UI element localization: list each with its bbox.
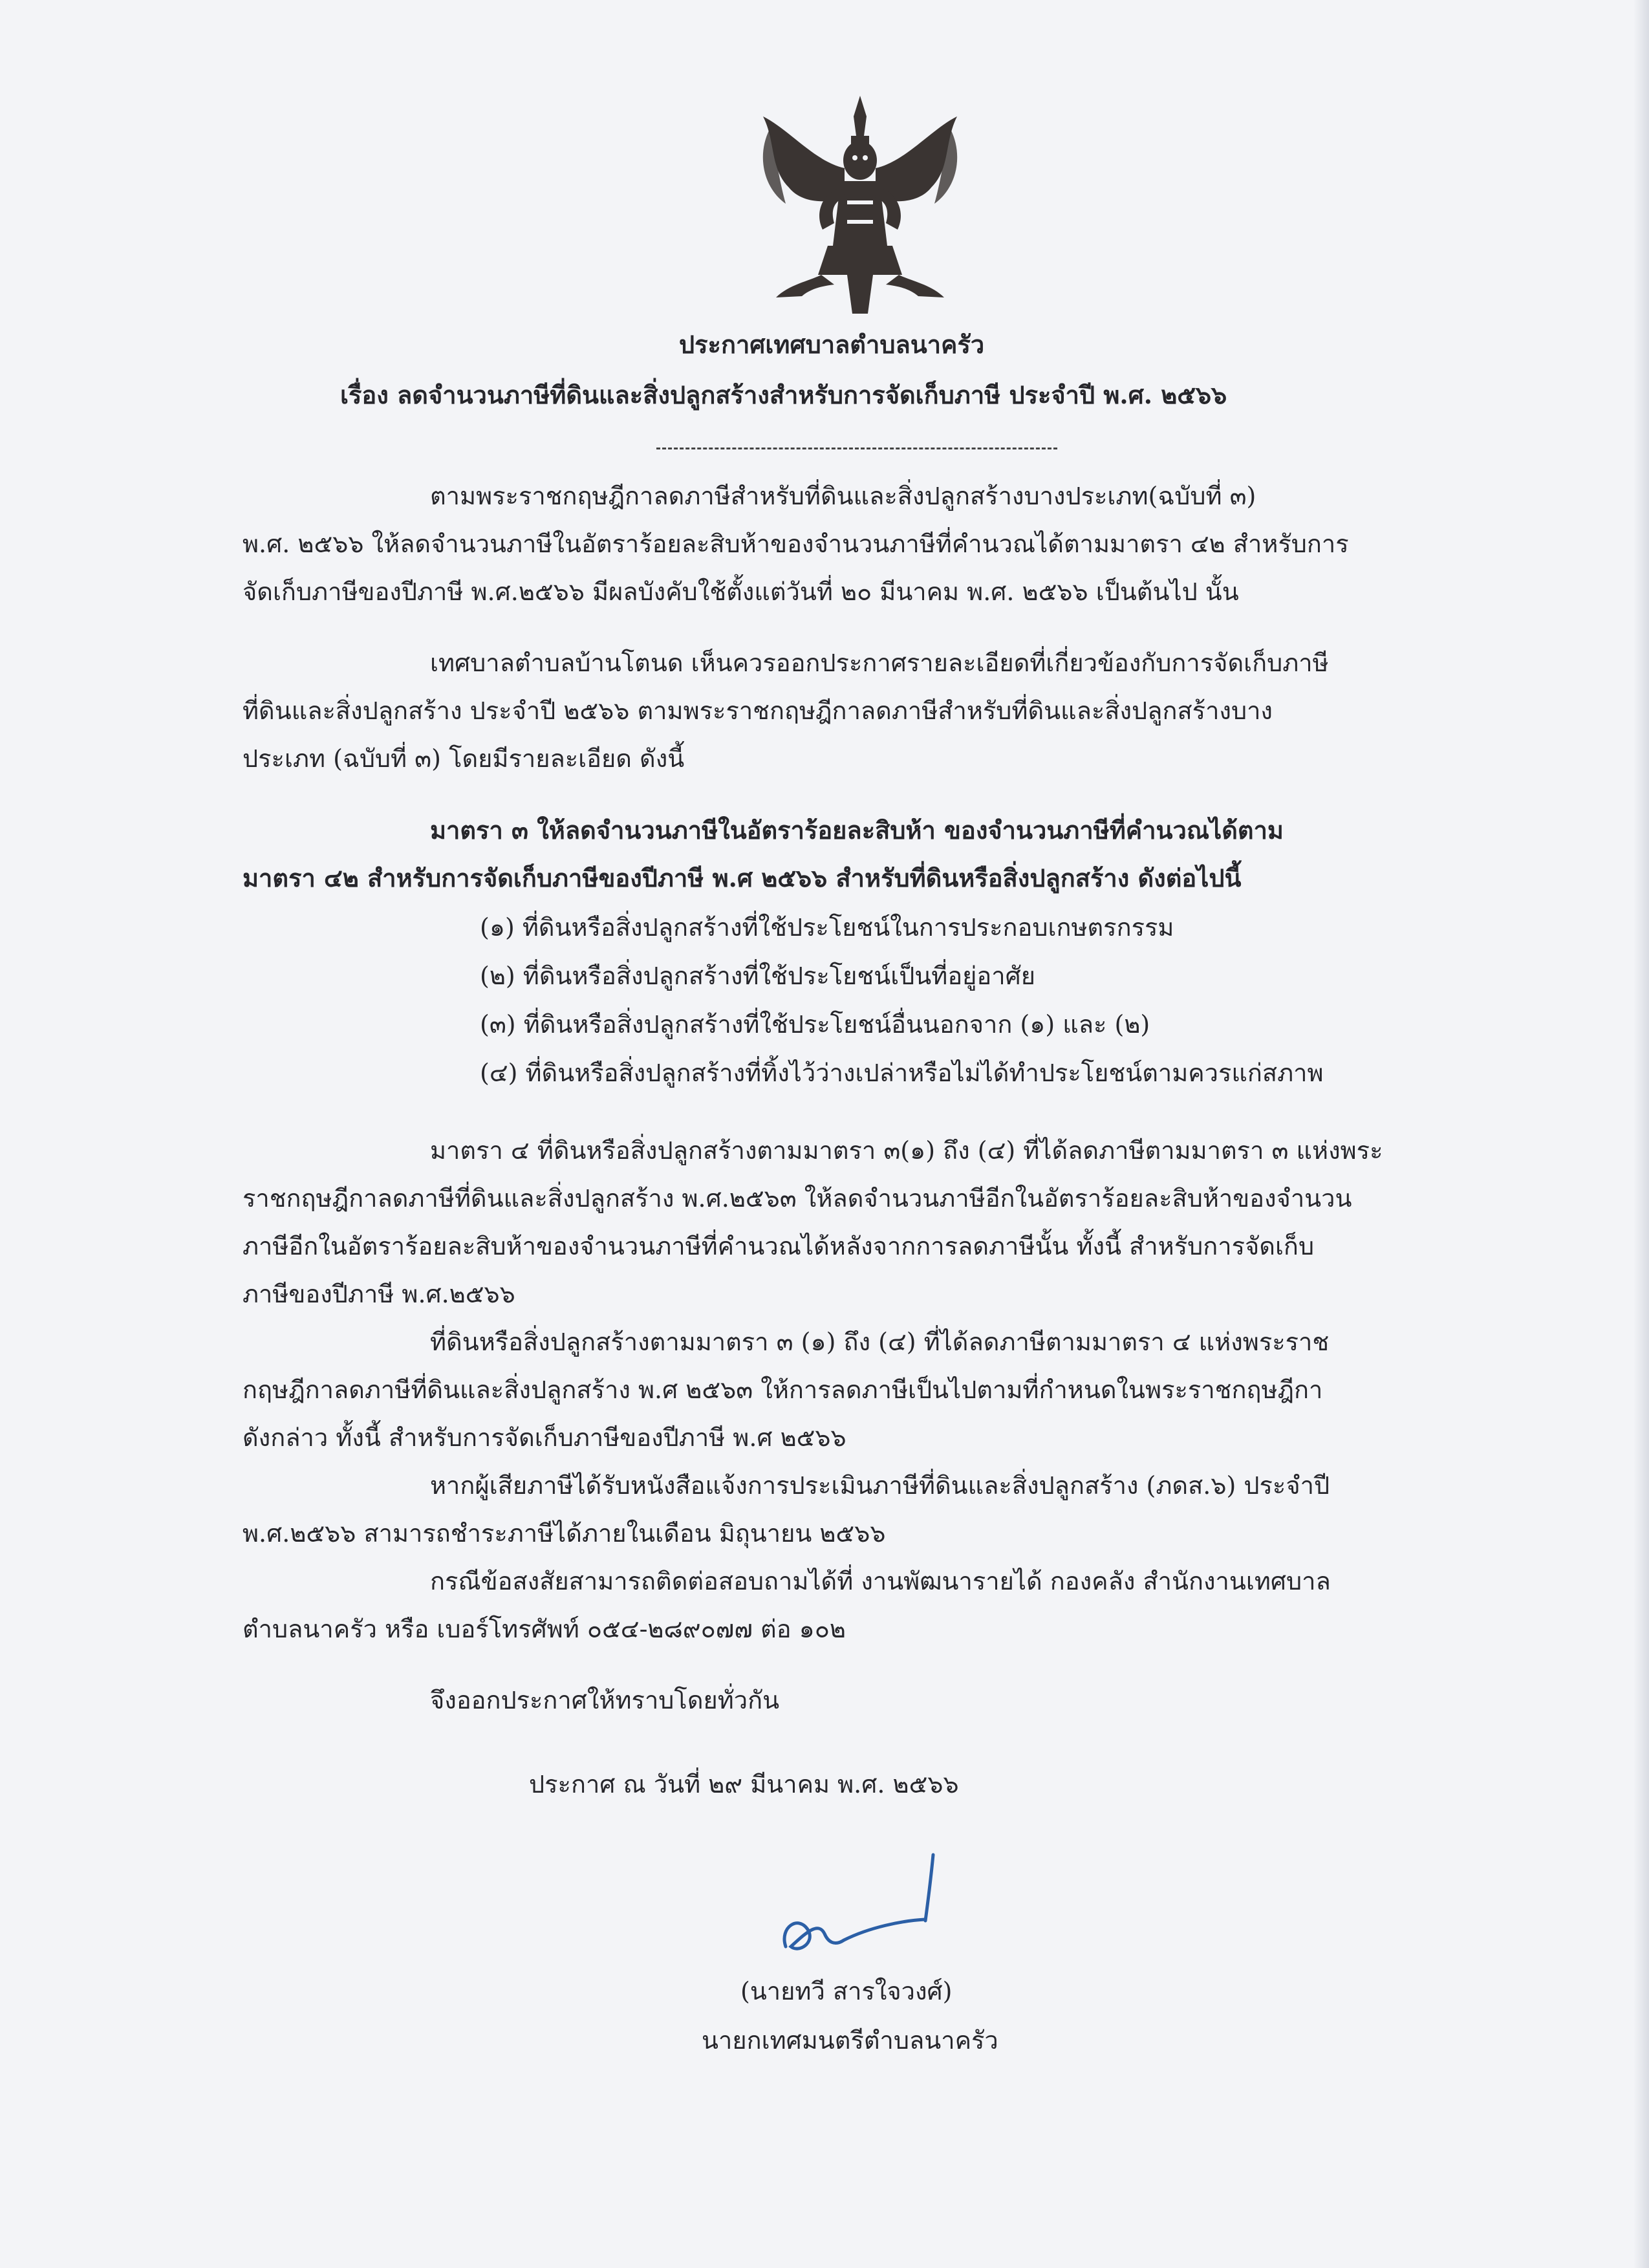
contact-line-1: กรณีข้อสงสัยสามารถติดต่อสอบถามได้ที่ งานพัฒนารายได้ กองคลัง สำนักงานเทศบาล — [430, 1567, 1331, 1595]
paragraph-1-line-3: จัดเก็บภาษีของปีภาษี พ.ศ.๒๕๖๖ มีผลบังคับใช้ตั้งแต่วันที่ ๒๐ มีนาคม พ.ศ. ๒๕๖๖ เป็นต้นไป นั้น — [242, 578, 1239, 606]
section-4-line-2: ราชกฤษฎีกาลดภาษีที่ดินและสิ่งปลูกสร้าง พ.ศ.๒๕๖๓ ให้ลดจำนวนภาษีอีกในอัตราร้อยละสิบห้าของจำนวน — [242, 1184, 1352, 1213]
paragraph-2-line-2: ที่ดินและสิ่งปลูกสร้าง ประจำปี ๒๕๖๖ ตามพระราชกฤษฎีกาลดภาษีสำหรับที่ดินและสิ่งปลูกสร้างบาง — [242, 697, 1273, 725]
page-edge — [1633, 0, 1649, 2268]
list-item-1: (๑) ที่ดินหรือสิ่งปลูกสร้างที่ใช้ประโยชน์ในการประกอบเกษตรกรรม — [480, 913, 1174, 942]
paragraph-1-line-1: ตามพระราชกฤษฎีกาลดภาษีสำหรับที่ดินและสิ่งปลูกสร้างบางประเภท(ฉบับที่ ๓) — [430, 482, 1256, 510]
paragraph-5-line-3: ดังกล่าว ทั้งนี้ สำหรับการจัดเก็บภาษีของปีภาษี พ.ศ ๒๕๖๖ — [242, 1423, 846, 1452]
paragraph-2-line-3: ประเภท (ฉบับที่ ๓) โดยมีรายละเอียด ดังนี้ — [242, 744, 685, 773]
section-4-line-4: ภาษีของปีภาษี พ.ศ.๒๕๖๖ — [242, 1280, 515, 1308]
paragraph-6-line-1: หากผู้เสียภาษีได้รับหนังสือแจ้งการประเมินภาษีที่ดินและสิ่งปลูกสร้าง (ภดส.๖) ประจำปี — [430, 1471, 1330, 1500]
signatory-position: นายกเทศมนตรีตำบลนาครัว — [702, 2026, 998, 2055]
section-4-line-3: ภาษีอีกในอัตราร้อยละสิบห้าของจำนวนภาษีที่คำนวณได้หลังจากการลดภาษีนั้น ทั้งนี้ สำหรับการจัดเก็บ — [242, 1232, 1315, 1260]
contact-line-2: ตำบลนาครัว หรือ เบอร์โทรศัพท์ ๐๕๔-๒๘๙๐๗๗ ต่อ ๑๐๒ — [242, 1615, 846, 1643]
paragraph-5-line-2: กฤษฎีกาลดภาษีที่ดินและสิ่งปลูกสร้าง พ.ศ ๒๕๖๓ ให้การลดภาษีเป็นไปตามที่กำหนดในพระราชกฤษฎีกา — [242, 1376, 1323, 1404]
section-3-line-2: มาตรา ๔๒ สำหรับการจัดเก็บภาษีของปีภาษี พ.ศ ๒๕๖๖ สำหรับที่ดินหรือสิ่งปลูกสร้าง ดังต่อไปนี้ — [242, 863, 1242, 892]
document-subject: เรื่อง ลดจำนวนภาษีที่ดินและสิ่งปลูกสร้างสำหรับการจัดเก็บภาษี ประจำปี พ.ศ. ๒๕๖๖ — [340, 380, 1227, 409]
announcement-date: ประกาศ ณ วันที่ ๒๙ มีนาคม พ.ศ. ๒๕๖๖ — [529, 1770, 959, 1798]
handwritten-signature — [773, 1850, 954, 1972]
signatory-name: (นายทวี สารใจวงศ์) — [740, 1977, 953, 2005]
list-item-4: (๔) ที่ดินหรือสิ่งปลูกสร้างที่ทิ้งไว้ว่างเปล่าหรือไม่ได้ทำประโยชน์ตามควรแก่สภาพ — [480, 1059, 1324, 1087]
list-item-2: (๒) ที่ดินหรือสิ่งปลูกสร้างที่ใช้ประโยชน์เป็นที่อยู่อาศัย — [480, 962, 1035, 990]
paragraph-5-line-1: ที่ดินหรือสิ่งปลูกสร้างตามมาตรา ๓ (๑) ถึง (๔) ที่ได้ลดภาษีตามมาตรา ๔ แห่งพระราช — [430, 1328, 1330, 1356]
section-4-line-1: มาตรา ๔ ที่ดินหรือสิ่งปลูกสร้างตามมาตรา ๓(๑) ถึง (๔) ที่ได้ลดภาษีตามมาตรา ๓ แห่งพระ — [430, 1136, 1383, 1165]
list-item-3: (๓) ที่ดินหรือสิ่งปลูกสร้างที่ใช้ประโยชน์อื่นนอกจาก (๑) และ (๒) — [480, 1010, 1150, 1039]
paragraph-2-line-1: เทศบาลตำบลบ้านโตนด เห็นควรออกประกาศรายละเอียดที่เกี่ยวข้องกับการจัดเก็บภาษี — [430, 649, 1329, 677]
garuda-emblem — [750, 91, 970, 317]
document-title: ประกาศเทศบาลตำบลนาครัว — [679, 330, 985, 359]
paragraph-6-line-2: พ.ศ.๒๕๖๖ สามารถชำระภาษีได้ภายในเดือน มิถุนายน ๒๕๖๖ — [242, 1519, 886, 1548]
section-3-line-1: มาตรา ๓ ให้ลดจำนวนภาษีในอัตราร้อยละสิบห้า ของจำนวนภาษีที่คำนวณได้ตาม — [430, 815, 1284, 845]
title-divider — [656, 448, 1057, 449]
paragraph-1-line-2: พ.ศ. ๒๕๖๖ ให้ลดจำนวนภาษีในอัตราร้อยละสิบห้าของจำนวนภาษีที่คำนวณได้ตามมาตรา ๔๒ สำหรับการ — [242, 530, 1349, 558]
closing-statement: จึงออกประกาศให้ทราบโดยทั่วกัน — [430, 1686, 780, 1714]
